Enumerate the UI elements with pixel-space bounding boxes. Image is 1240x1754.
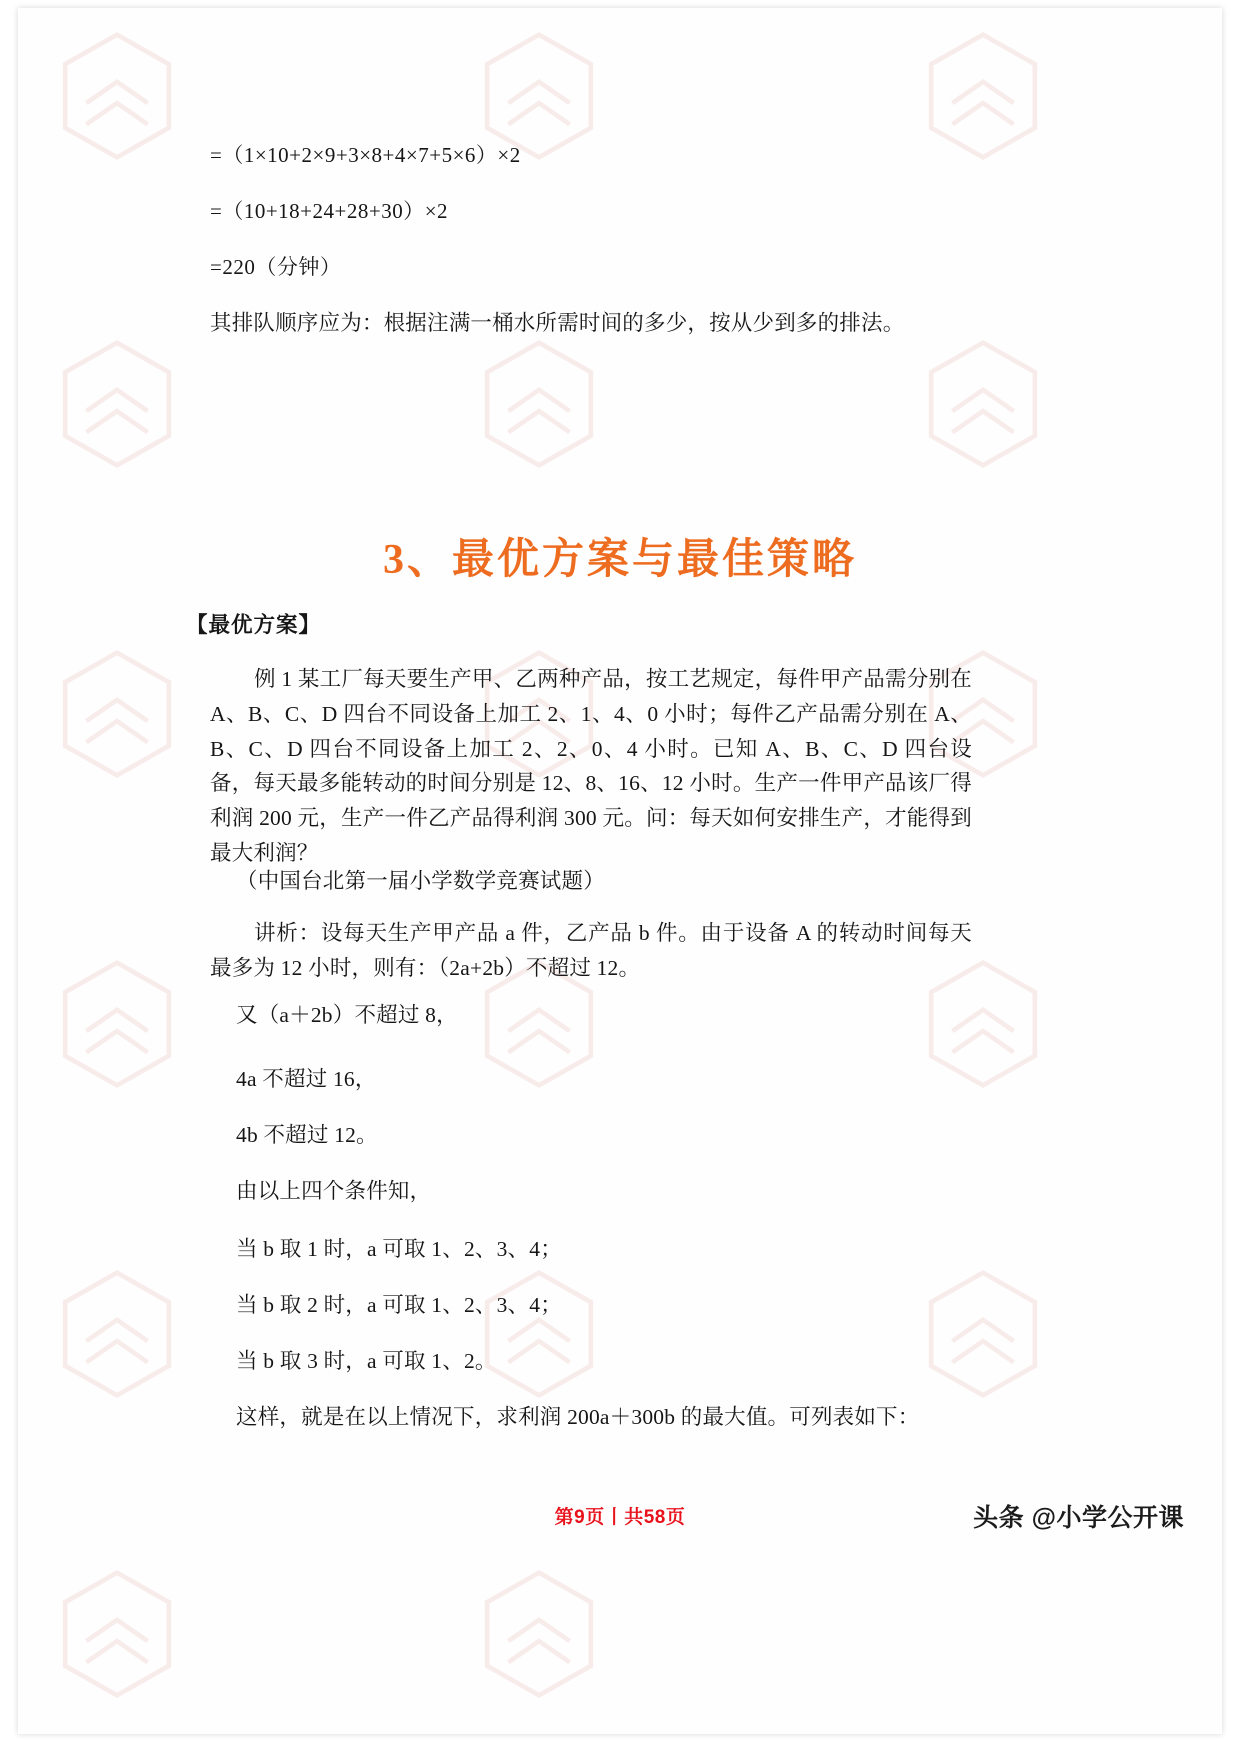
- section-heading: 3、最优方案与最佳策略: [382, 537, 857, 583]
- condition-line-2: 4a 不超过 16，: [236, 1067, 377, 1091]
- equation-line-2: =（10+18+24+28+30）×2: [210, 199, 449, 223]
- example-problem: 例 1 某工厂每天要生产甲、乙两种产品，按工艺规定，每件甲产品需分别在 A、B、C、D 四台不同设备上加工 2、1、4、0 小时；每件乙产品需分别在 A、B、C、D 四台不同设备上加工 2、2、0、4 小时。已知 A、B、C、D 四台设备，每天最多能转动的时间分别是 12、8、16、12 小时。生产一件甲产品该厂得利润 200 元，生产一件乙产品得利润 300 元。问：每天如何安排生产，才能得到最大利润？: [210, 667, 978, 866]
- document-content: [18, 8, 1222, 1734]
- conclusion-paragraph: 其排队顺序应为：根据注满一桶水所需时间的多少，按从少到多的排法。: [210, 311, 905, 335]
- equation-line-3: =220（分钟）: [210, 255, 342, 279]
- page-number: 第9页丨共58页: [554, 1507, 686, 1528]
- equation-line-1: =（1×10+2×9+3×8+4×7+5×6）×2: [210, 143, 521, 167]
- subsection-label: 【最优方案】: [186, 613, 322, 637]
- case-line-2: 当 b 取 2 时，a 可取 1、2、3、4；: [236, 1293, 562, 1317]
- closing-line: 这样，就是在以上情况下，求利润 200a＋300b 的最大值。可列表如下：: [236, 1405, 920, 1429]
- brand-label: 头条 @小学公开课: [973, 1504, 1184, 1532]
- example-analysis: 讲析：设每天生产甲产品 a 件，乙产品 b 件。由于设备 A 的转动时间每天最多为 12 小时，则有：（2a+2b）不超过 12。: [210, 921, 972, 980]
- case-line-1: 当 b 取 1 时，a 可取 1、2、3、4；: [236, 1237, 562, 1261]
- deduction-intro: 由以上四个条件知，: [236, 1179, 432, 1203]
- example-source: （中国台北第一届小学数学竞赛试题）: [236, 869, 605, 893]
- brand-watermark: [973, 1498, 1184, 1534]
- document-page: [18, 8, 1222, 1734]
- condition-line-1: 又（a＋2b）不超过 8，: [236, 1003, 458, 1027]
- condition-line-3: 4b 不超过 12。: [236, 1123, 378, 1147]
- case-line-3: 当 b 取 3 时，a 可取 1、2。: [236, 1349, 497, 1373]
